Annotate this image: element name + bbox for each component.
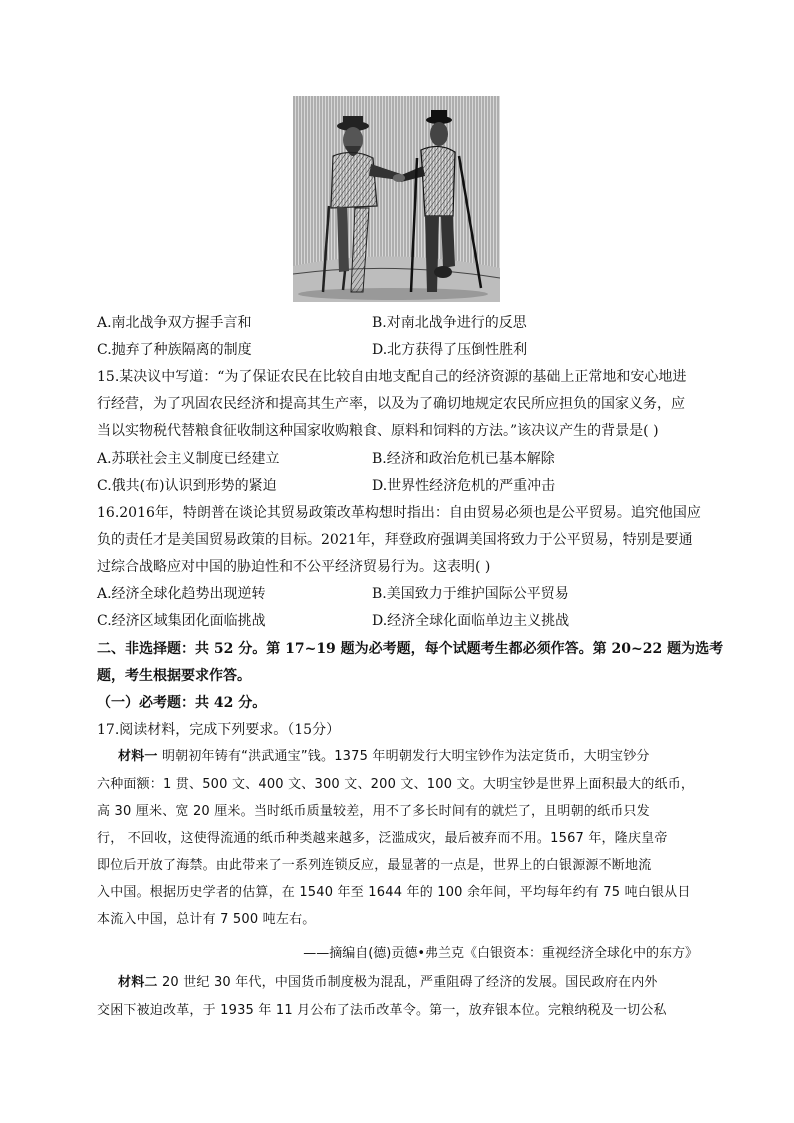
q15-option-b: B.经济和政治危机已基本解除 (372, 451, 555, 467)
q16-option-d: D.经济全球化面临单边主义挑战 (372, 613, 570, 629)
q16-stem-line-1: 16.2016年，特朗普在谈论其贸易政策改革构想时指出：自由贸易必须也是公平贸易。追究他国应 (97, 505, 701, 521)
section2-sub-heading: （一）必考题：共 42 分。 (97, 695, 267, 711)
q15-option-a: A.苏联社会主义制度已经建立 (97, 451, 280, 467)
material1-text: 明朝初年铸有“洪武通宝”钱。1375 年明朝发行大明宝钞作为法定货币，大明宝钞分 (157, 749, 650, 764)
material1-line-2: 六种面额：1 贯、500 文、400 文、300 文、200 文、100 文。大明宝钞是世界上面积最大的纸币， (97, 777, 695, 792)
q14-option-c: C.抛弃了种族隔离的制度 (97, 342, 252, 358)
material2-line-2: 交困下被迫改革，于 1935 年 11 月公布了法币改革令。第一，放弃银本位。完粮纳税及一切公私 (97, 1003, 667, 1018)
q16-stem-line-3: 过综合战略应对中国的胁迫性和不公平经济贸易行为。这表明( ) (97, 559, 491, 575)
q16-option-c: C.经济区域集团化面临挑战 (97, 613, 266, 629)
q15-option-c: C.俄共(布)认识到形势的紧迫 (97, 478, 277, 494)
q17-stem: 17.阅读材料，完成下列要求。（15分） (97, 722, 341, 738)
q16-option-b: B.美国致力于维护国际公平贸易 (372, 586, 569, 602)
material1-line-1 (118, 748, 650, 766)
handshake-illustration (293, 96, 500, 302)
material1-line-7: 本流入中国，总计有 7 500 吨左右。 (97, 912, 316, 927)
q14-option-b: B.对南北战争进行的反思 (372, 315, 527, 331)
q16-option-a: A.经济全球化趋势出现逆转 (97, 586, 266, 602)
q15-option-d: D.世界性经济危机的严重冲击 (372, 478, 556, 494)
q15-stem-line-1: 15.某决议中写道：“为了保证农民在比较自由地支配自己的经济资源的基础上正常地和安心地进 (97, 369, 687, 385)
material1-source: ——摘编自(德)贡德•弗兰克《白银资本：重视经济全球化中的东方》 (303, 946, 698, 961)
q15-stem-line-3: 当以实物税代替粮食征收制这种国家收购粮食、原料和饲料的方法。”该决议产生的背景是( ) (97, 423, 659, 439)
material2-line-1 (118, 974, 658, 992)
section2-heading-line-1: 二、非选择题：共 52 分。第 17~19 题为必考题，每个试题考生都必须作答。第 20~22 题为选考 (97, 641, 724, 657)
section2-heading-line-2: 题，考生根据要求作答。 (97, 668, 251, 684)
material1-line-4: 行， 不回收，这使得流通的纸币种类越来越多，泛滥成灾，最后被弃而不用。1567 年，隆庆皇帝 (97, 831, 668, 846)
material1-line-6: 入中国。根据历史学者的估算，在 1540 年至 1644 年的 100 余年间，平均每年约有 75 吨白银从日 (97, 885, 691, 900)
material2-text: 20 世纪 30 年代，中国货币制度极为混乱，严重阻碍了经济的发展。国民政府在内外 (157, 975, 658, 990)
material1-label: 材料一 (118, 749, 158, 764)
q14-option-a: A.南北战争双方握手言和 (97, 315, 252, 331)
q14-option-d: D.北方获得了压倒性胜利 (372, 342, 528, 358)
material1-line-5: 即位后开放了海禁。由此带来了一系列连锁反应，最显著的一点是，世界上的白银源源不断地流 (97, 858, 652, 873)
q15-stem-line-2: 行经营，为了巩固农民经济和提高其生产率，以及为了确切地规定农民所应担负的国家义务，应 (97, 396, 685, 412)
q16-stem-line-2: 负的责任才是美国贸易政策的目标。2021年，拜登政府强调美国将致力于公平贸易，特别是要通 (97, 532, 693, 548)
material2-label: 材料二 (118, 975, 158, 990)
material1-line-3: 高 30 厘米、宽 20 厘米。当时纸币质量较差，用不了多长时间有的就烂了，且明朝的纸币只发 (97, 804, 650, 819)
